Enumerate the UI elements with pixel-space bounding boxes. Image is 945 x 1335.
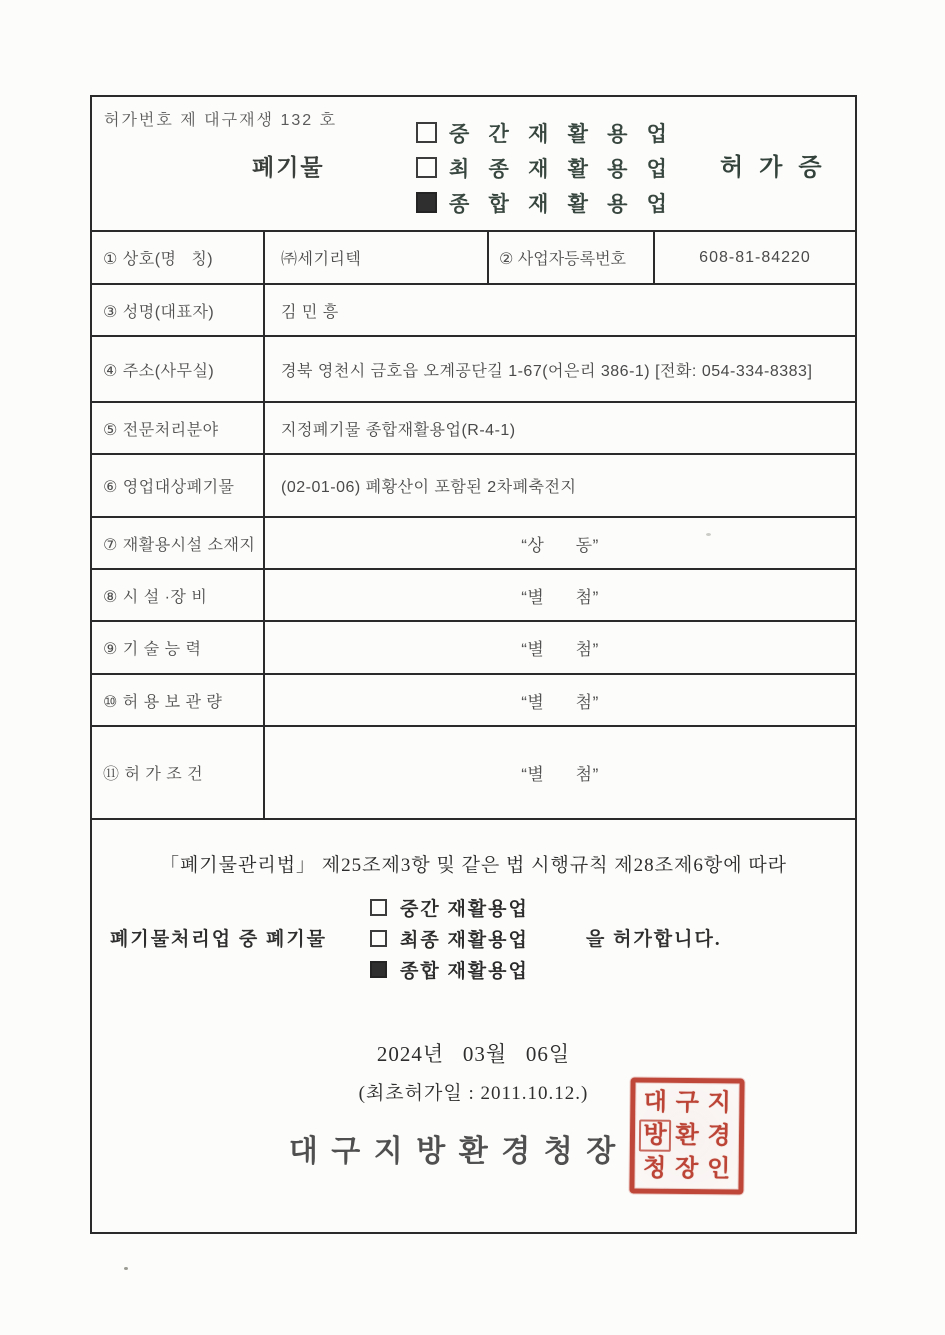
- permit-number: 허가번호 제 대구재생 132 호: [104, 112, 338, 129]
- row-value-company: ㈜세기리텍: [281, 251, 362, 268]
- row-label-permit-conditions: ⑪ 허 가 조 건: [92, 727, 265, 818]
- header-business-type-options: [416, 115, 674, 220]
- seal-character: 방: [639, 1119, 671, 1152]
- table-row-target-waste: [92, 455, 855, 518]
- option-label: 중간 재활용업: [400, 899, 529, 920]
- row-value-allowed-storage: “별 첨”: [521, 692, 599, 712]
- issue-date: 2024년 03월 06일: [376, 1042, 571, 1066]
- row-value-permit-conditions: “별 첨”: [521, 765, 599, 784]
- checkbox-filled-icon: [370, 961, 387, 978]
- title-waste: 폐기물: [252, 155, 325, 180]
- checkbox-icon: [416, 157, 437, 178]
- permit-footer: [92, 820, 855, 1232]
- seal-character: 지: [707, 1090, 732, 1117]
- seal-character: 인: [706, 1155, 731, 1183]
- table-row-facility-location: [92, 518, 855, 570]
- table-row-company: [92, 232, 855, 285]
- row-label-allowed-storage: ⑩ 허 용 보 관 량: [92, 675, 265, 725]
- row-value-equipment: “별 첨”: [521, 587, 599, 607]
- option-label: 종합 재활용업: [400, 961, 529, 982]
- table-row-permit-conditions: [92, 727, 855, 820]
- checkbox-filled-icon: [416, 192, 437, 213]
- checkbox-icon: [416, 122, 437, 143]
- row-label-company: ① 상호(명 칭): [92, 232, 265, 283]
- table-row-representative: [92, 285, 855, 337]
- table-row-technical-capability: [92, 622, 855, 675]
- row-label-facility-location: ⑦ 재활용시설 소재지: [92, 518, 265, 568]
- option-final-recycling: [416, 150, 674, 185]
- row-label-specialty: ⑤ 전문처리분야: [92, 403, 265, 453]
- checkbox-icon: [370, 930, 387, 947]
- row-value-registration-number: 608-81-84220: [699, 248, 811, 266]
- option-intermediate-recycling: [370, 892, 529, 923]
- row-value-representative: 김 민 흥: [281, 303, 339, 321]
- row-value-target-waste: (02-01-06) 폐황산이 포함된 2차폐축전지: [281, 479, 577, 496]
- issuer-title: 대 구 지 방 환 경 청 장: [288, 1135, 619, 1168]
- option-label: 최종 재활용업: [400, 930, 529, 951]
- permit-table: [90, 95, 857, 1234]
- seal-character: 경: [707, 1123, 731, 1150]
- row-label-technical-capability: ⑨ 기 술 능 력: [92, 622, 265, 673]
- row-value-technical-capability: “별 첨”: [521, 640, 599, 659]
- row-value-specialty: 지정폐기물 종합재활용업(R-4-1): [281, 421, 516, 439]
- footer-business-type-options: [370, 892, 529, 985]
- row-label-registration-number: ② 사업자등록번호: [487, 232, 655, 283]
- table-row-address: [92, 337, 855, 403]
- title-permit-certificate: 허 가 증: [720, 155, 827, 181]
- row-label-equipment: ⑧ 시 설 ·장 비: [92, 570, 265, 620]
- option-label: 최 종 재 활 용 업: [449, 156, 674, 181]
- seal-character: 장: [674, 1155, 699, 1182]
- option-comprehensive-recycling: [416, 185, 674, 220]
- row-label-representative: ③ 성명(대표자): [92, 285, 265, 335]
- option-final-recycling: [370, 923, 529, 954]
- law-reference-line: 「폐기물관리법」 제25조제3항 및 같은 법 시행규칙 제28조제6항에 따라: [159, 855, 788, 876]
- grant-subject-text: 폐기물처리업 중 폐기물: [110, 929, 328, 950]
- scan-speck: [706, 533, 711, 536]
- official-seal-stamp: [629, 1077, 744, 1194]
- seal-character: 청: [642, 1155, 667, 1182]
- option-intermediate-recycling: [416, 115, 674, 150]
- table-row-allowed-storage: [92, 675, 855, 727]
- option-label: 중 간 재 활 용 업: [449, 121, 674, 146]
- scan-speck: [124, 1267, 128, 1270]
- grant-suffix-text: 을 허가합니다.: [586, 929, 722, 950]
- first-permit-date: (최초허가일 : 2011.10.12.): [358, 1083, 589, 1104]
- seal-character: 구: [675, 1090, 700, 1117]
- row-value-address: 경북 영천시 금호읍 오계공단길 1-67(어은리 386-1) [전화: 054-334-8383]: [281, 362, 813, 380]
- row-label-target-waste: ⑥ 영업대상폐기물: [92, 455, 265, 516]
- table-row-specialty: [92, 403, 855, 455]
- row-label-address: ④ 주소(사무실): [92, 337, 265, 401]
- option-label: 종 합 재 활 용 업: [449, 191, 674, 216]
- seal-character: 대: [643, 1089, 668, 1117]
- row-value-facility-location: “상 동”: [521, 535, 599, 555]
- seal-character: 환: [675, 1122, 699, 1150]
- permit-header: [92, 97, 855, 232]
- option-comprehensive-recycling: [370, 954, 529, 985]
- table-row-equipment: [92, 570, 855, 622]
- checkbox-icon: [370, 899, 387, 916]
